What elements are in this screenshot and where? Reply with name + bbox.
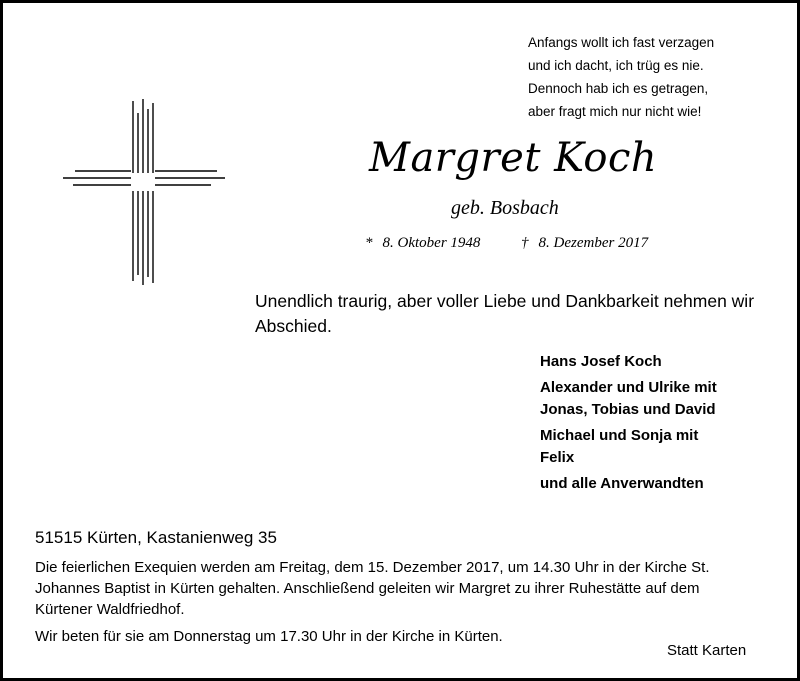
mourner-entry (540, 473, 717, 495)
death-date-line (521, 235, 648, 252)
maiden-name: geb. Bosbach (451, 197, 559, 219)
birth-symbol: * (365, 235, 373, 251)
birth-date: 8. Oktober 1948 (382, 235, 481, 251)
birth-date-line (365, 235, 480, 252)
service-line: Die feierlichen Exequien werden am Freitag, dem 15. Dezember 2017, um 14.30 Uhr in der Kirche St. (35, 559, 710, 576)
prayer-notice: Wir beten für sie am Donnerstag um 17.30 Uhr in der Kirche in Kürten. (35, 628, 503, 645)
mourner-entry (540, 377, 717, 421)
service-line: Johannes Baptist in Kürten gehalten. Anschließend geleiten wir Margret zu ihrer Ruhestätte auf dem (35, 580, 700, 597)
mourners-list (540, 351, 717, 499)
mourner-entry (540, 351, 717, 373)
address: 51515 Kürten, Kastanienweg 35 (35, 528, 277, 547)
mourner-line: Michael und Sonja mit (540, 427, 699, 444)
service-line: Kürtener Waldfriedhof. (35, 601, 185, 618)
mourner-line: Alexander und Ulrike mit (540, 379, 717, 396)
poem-line: und ich dacht, ich trüg es nie. (528, 58, 704, 73)
poem (528, 31, 714, 123)
poem-line: aber fragt mich nur nicht wie! (528, 104, 702, 119)
farewell-text: Unendlich traurig, aber voller Liebe und Dankbarkeit nehmen wir Abschied. (255, 291, 755, 336)
mourner-line: Jonas, Tobias und David (540, 401, 716, 418)
poem-line: Dennoch hab ich es getragen, (528, 81, 709, 96)
cross-icon (61, 99, 227, 285)
poem-line: Anfangs wollt ich fast verzagen (528, 35, 715, 50)
funeral-service-text (35, 557, 775, 620)
no-cards-note: Statt Karten (667, 642, 747, 659)
mourner-line: und alle Anverwandten (540, 475, 704, 492)
mourner-entry (540, 425, 717, 469)
death-symbol: † (521, 235, 529, 251)
death-date: 8. Dezember 2017 (538, 235, 649, 251)
deceased-name: Margret Koch (369, 135, 658, 181)
mourner-line: Felix (540, 449, 575, 466)
mourner-line: Hans Josef Koch (540, 353, 662, 370)
